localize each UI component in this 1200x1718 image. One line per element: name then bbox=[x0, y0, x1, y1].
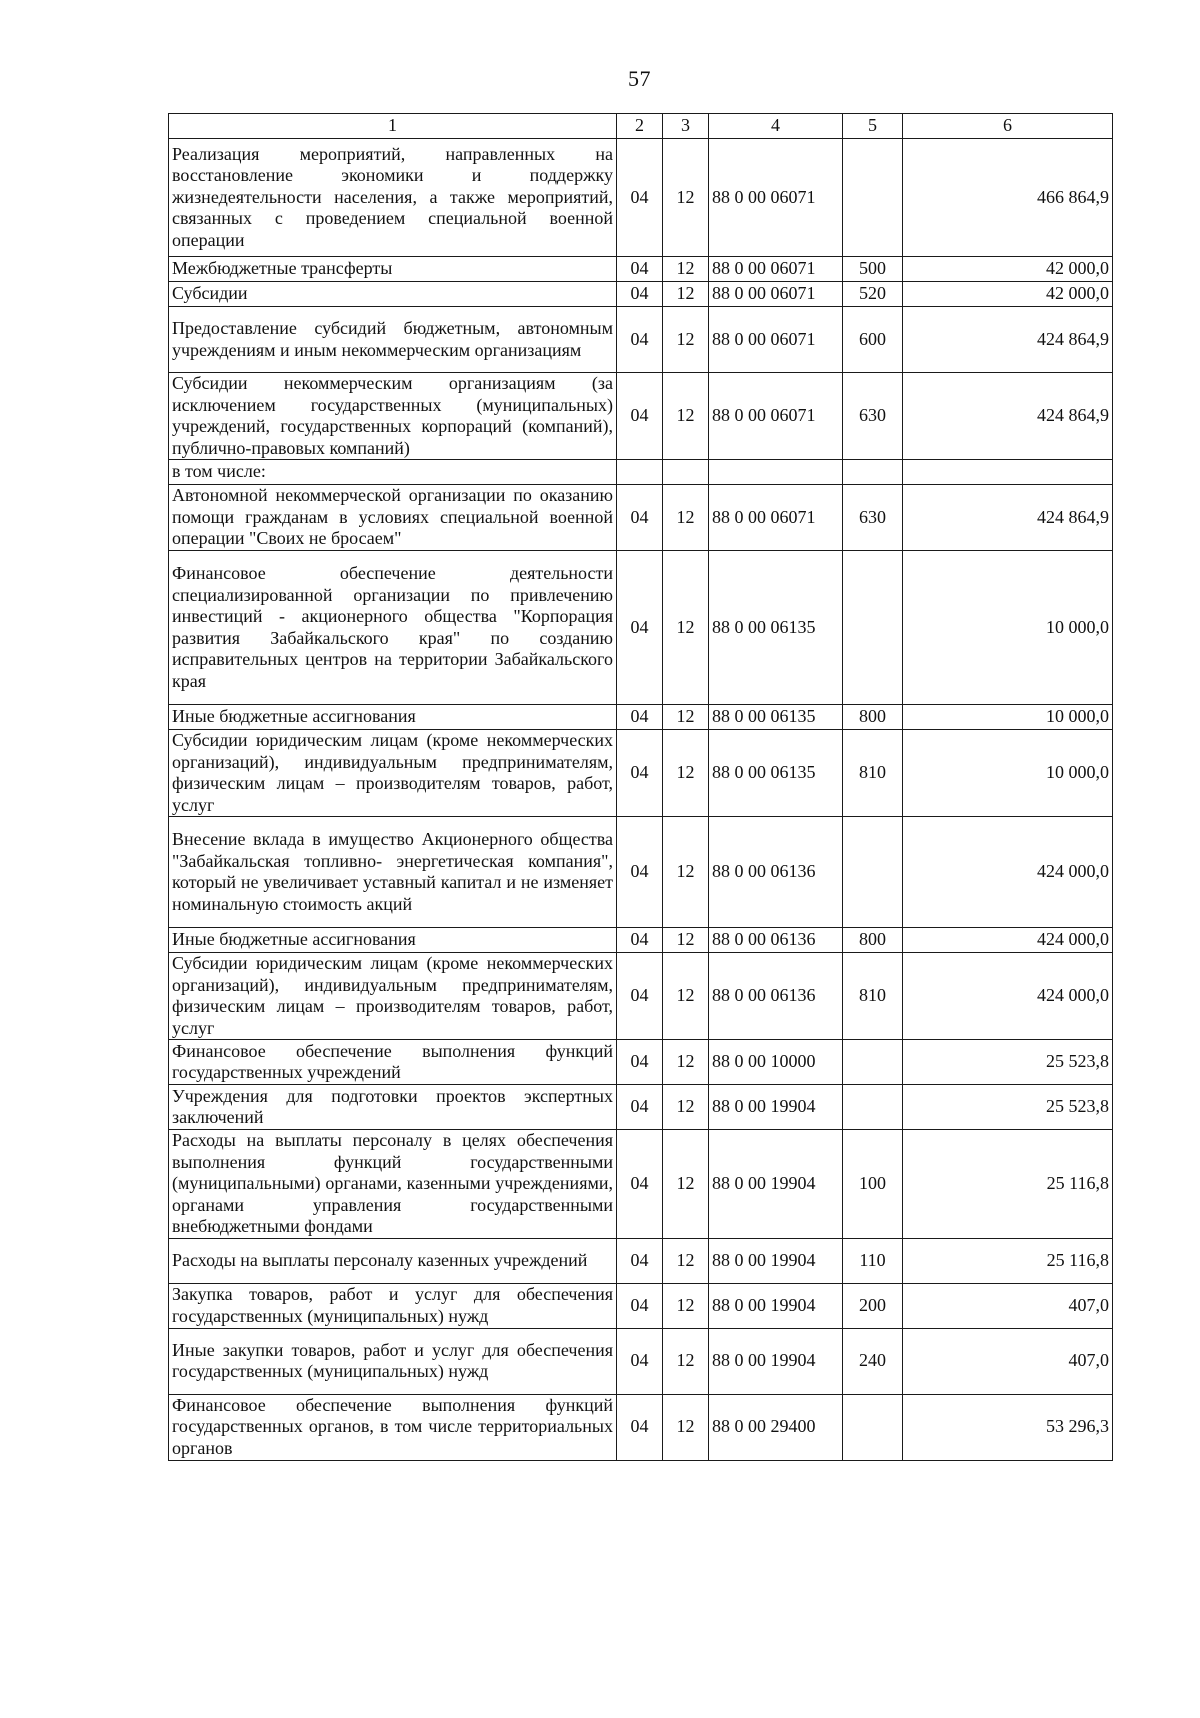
row-subsection: 12 bbox=[663, 373, 709, 460]
table-row bbox=[169, 1130, 1113, 1239]
row-name: Межбюджетные трансферты bbox=[169, 257, 617, 282]
row-amount: 424 864,9 bbox=[903, 485, 1113, 551]
row-target-code: 88 0 00 06071 bbox=[709, 282, 843, 307]
row-subsection: 12 bbox=[663, 1130, 709, 1239]
row-name: Расходы на выплаты персоналу в целях обеспечения выполнения функций государственными (муниципальными) органами, казенными учреждениями, органами управления государственными внебюджетными фондами bbox=[169, 1130, 617, 1239]
row-subsection: 12 bbox=[663, 1085, 709, 1130]
row-target-code bbox=[709, 460, 843, 485]
row-section: 04 bbox=[617, 1238, 663, 1283]
row-name: Расходы на выплаты персоналу казенных учреждений bbox=[169, 1238, 617, 1283]
row-target-code: 88 0 00 19904 bbox=[709, 1238, 843, 1283]
row-amount: 25 116,8 bbox=[903, 1238, 1113, 1283]
row-subsection bbox=[663, 460, 709, 485]
row-amount: 25 523,8 bbox=[903, 1040, 1113, 1085]
row-name: Учреждения для подготовки проектов экспертных заключений bbox=[169, 1085, 617, 1130]
row-expense-type: 800 bbox=[843, 705, 903, 730]
row-target-code: 88 0 00 06136 bbox=[709, 953, 843, 1040]
row-section: 04 bbox=[617, 817, 663, 928]
header-col-5: 5 bbox=[843, 114, 903, 139]
row-amount: 407,0 bbox=[903, 1283, 1113, 1328]
table-body bbox=[169, 139, 1113, 1461]
table-row bbox=[169, 373, 1113, 460]
budget-table bbox=[168, 113, 1113, 1461]
row-expense-type bbox=[843, 1040, 903, 1085]
row-expense-type: 800 bbox=[843, 928, 903, 953]
table-row bbox=[169, 817, 1113, 928]
table-row bbox=[169, 928, 1113, 953]
page-number: 57 bbox=[628, 66, 651, 91]
row-name: Субсидии юридическим лицам (кроме некоммерческих организаций), индивидуальным предпринимателям, физическим лицам – производителям товаров, работ, услуг bbox=[169, 953, 617, 1040]
row-name: Автономной некоммерческой организации по оказанию помощи гражданам в условиях специальной военной операции "Своих не бросаем" bbox=[169, 485, 617, 551]
row-subsection: 12 bbox=[663, 257, 709, 282]
row-section: 04 bbox=[617, 139, 663, 257]
row-subsection: 12 bbox=[663, 817, 709, 928]
row-section: 04 bbox=[617, 257, 663, 282]
header-col-6: 6 bbox=[903, 114, 1113, 139]
row-amount: 424 864,9 bbox=[903, 373, 1113, 460]
row-section: 04 bbox=[617, 1130, 663, 1239]
table-row bbox=[169, 1238, 1113, 1283]
row-expense-type bbox=[843, 1085, 903, 1130]
table-row bbox=[169, 705, 1113, 730]
row-expense-type bbox=[843, 817, 903, 928]
row-name: Субсидии bbox=[169, 282, 617, 307]
row-expense-type: 630 bbox=[843, 485, 903, 551]
row-name: Субсидии юридическим лицам (кроме некоммерческих организаций), индивидуальным предпринимателям, физическим лицам – производителям товаров, работ, услуг bbox=[169, 730, 617, 817]
table-row bbox=[169, 730, 1113, 817]
row-subsection: 12 bbox=[663, 1283, 709, 1328]
row-subsection: 12 bbox=[663, 1238, 709, 1283]
row-amount bbox=[903, 460, 1113, 485]
row-subsection: 12 bbox=[663, 282, 709, 307]
row-section bbox=[617, 460, 663, 485]
row-subsection: 12 bbox=[663, 551, 709, 705]
row-name: Иные бюджетные ассигнования bbox=[169, 705, 617, 730]
row-expense-type: 200 bbox=[843, 1283, 903, 1328]
row-name: Субсидии некоммерческим организациям (за исключением государственных (муниципальных) учреждений, государственных корпораций (компаний), публично-правовых компаний) bbox=[169, 373, 617, 460]
header-col-1: 1 bbox=[169, 114, 617, 139]
row-name: Финансовое обеспечение выполнения функций государственных учреждений bbox=[169, 1040, 617, 1085]
row-name: Иные бюджетные ассигнования bbox=[169, 928, 617, 953]
table-row bbox=[169, 953, 1113, 1040]
row-amount: 10 000,0 bbox=[903, 705, 1113, 730]
row-section: 04 bbox=[617, 373, 663, 460]
table-row bbox=[169, 1040, 1113, 1085]
row-subsection: 12 bbox=[663, 730, 709, 817]
table-row bbox=[169, 307, 1113, 373]
table-row bbox=[169, 1085, 1113, 1130]
row-amount: 53 296,3 bbox=[903, 1394, 1113, 1460]
table-row bbox=[169, 257, 1113, 282]
row-expense-type bbox=[843, 460, 903, 485]
row-section: 04 bbox=[617, 551, 663, 705]
row-target-code: 88 0 00 06135 bbox=[709, 705, 843, 730]
row-amount: 42 000,0 bbox=[903, 282, 1113, 307]
row-amount: 25 523,8 bbox=[903, 1085, 1113, 1130]
row-expense-type: 810 bbox=[843, 953, 903, 1040]
header-col-2: 2 bbox=[617, 114, 663, 139]
header-col-3: 3 bbox=[663, 114, 709, 139]
row-name: Предоставление субсидий бюджетным, автономным учреждениям и иным некоммерческим организациям bbox=[169, 307, 617, 373]
row-name: Иные закупки товаров, работ и услуг для обеспечения государственных (муниципальных) нужд bbox=[169, 1328, 617, 1394]
row-expense-type bbox=[843, 139, 903, 257]
row-subsection: 12 bbox=[663, 139, 709, 257]
row-expense-type: 110 bbox=[843, 1238, 903, 1283]
row-target-code: 88 0 00 06135 bbox=[709, 551, 843, 705]
row-section: 04 bbox=[617, 485, 663, 551]
row-section: 04 bbox=[617, 1328, 663, 1394]
row-section: 04 bbox=[617, 1040, 663, 1085]
table-header bbox=[169, 114, 1113, 139]
row-name: Финансовое обеспечение выполнения функций государственных органов, в том числе территориальных органов bbox=[169, 1394, 617, 1460]
row-name: Финансовое обеспечение деятельности специализированной организации по привлечению инвестиций - акционерного общества "Корпорация развития Забайкальского края" по созданию исправительных центров на территории Забайкальского края bbox=[169, 551, 617, 705]
row-section: 04 bbox=[617, 307, 663, 373]
budget-table-container bbox=[168, 113, 1113, 1461]
row-name: Закупка товаров, работ и услуг для обеспечения государственных (муниципальных) нужд bbox=[169, 1283, 617, 1328]
row-section: 04 bbox=[617, 705, 663, 730]
table-row bbox=[169, 1328, 1113, 1394]
row-name: Реализация мероприятий, направленных на восстановление экономики и поддержку жизнедеятельности населения, а также мероприятий, связанных с проведением специальной военной операции bbox=[169, 139, 617, 257]
row-amount: 25 116,8 bbox=[903, 1130, 1113, 1239]
row-target-code: 88 0 00 19904 bbox=[709, 1130, 843, 1239]
row-amount: 424 000,0 bbox=[903, 928, 1113, 953]
row-subsection: 12 bbox=[663, 1040, 709, 1085]
row-name: в том числе: bbox=[169, 460, 617, 485]
row-section: 04 bbox=[617, 1394, 663, 1460]
table-row bbox=[169, 282, 1113, 307]
table-row bbox=[169, 485, 1113, 551]
row-target-code: 88 0 00 06071 bbox=[709, 485, 843, 551]
row-target-code: 88 0 00 19904 bbox=[709, 1283, 843, 1328]
row-amount: 407,0 bbox=[903, 1328, 1113, 1394]
row-section: 04 bbox=[617, 730, 663, 817]
row-amount: 10 000,0 bbox=[903, 551, 1113, 705]
row-subsection: 12 bbox=[663, 1394, 709, 1460]
row-amount: 424 000,0 bbox=[903, 817, 1113, 928]
row-target-code: 88 0 00 19904 bbox=[709, 1328, 843, 1394]
row-section: 04 bbox=[617, 282, 663, 307]
row-target-code: 88 0 00 06136 bbox=[709, 928, 843, 953]
header-col-4: 4 bbox=[709, 114, 843, 139]
table-row bbox=[169, 1394, 1113, 1460]
row-target-code: 88 0 00 06071 bbox=[709, 139, 843, 257]
row-subsection: 12 bbox=[663, 485, 709, 551]
row-amount: 424 864,9 bbox=[903, 307, 1113, 373]
row-section: 04 bbox=[617, 1283, 663, 1328]
row-section: 04 bbox=[617, 1085, 663, 1130]
row-expense-type: 500 bbox=[843, 257, 903, 282]
row-expense-type: 100 bbox=[843, 1130, 903, 1239]
table-row bbox=[169, 139, 1113, 257]
row-name: Внесение вклада в имущество Акционерного общества "Забайкальская топливно- энергетическая компания", который не увеличивает уставный капитал и не изменяет номинальную стоимость акций bbox=[169, 817, 617, 928]
table-row bbox=[169, 551, 1113, 705]
row-amount: 466 864,9 bbox=[903, 139, 1113, 257]
row-section: 04 bbox=[617, 953, 663, 1040]
row-expense-type bbox=[843, 551, 903, 705]
header-row bbox=[169, 114, 1113, 139]
row-expense-type: 240 bbox=[843, 1328, 903, 1394]
row-target-code: 88 0 00 06071 bbox=[709, 373, 843, 460]
row-subsection: 12 bbox=[663, 1328, 709, 1394]
table-row bbox=[169, 1283, 1113, 1328]
row-expense-type: 810 bbox=[843, 730, 903, 817]
row-section: 04 bbox=[617, 928, 663, 953]
row-amount: 10 000,0 bbox=[903, 730, 1113, 817]
row-target-code: 88 0 00 06135 bbox=[709, 730, 843, 817]
row-expense-type: 520 bbox=[843, 282, 903, 307]
row-subsection: 12 bbox=[663, 953, 709, 1040]
row-target-code: 88 0 00 06071 bbox=[709, 307, 843, 373]
row-target-code: 88 0 00 19904 bbox=[709, 1085, 843, 1130]
row-expense-type: 600 bbox=[843, 307, 903, 373]
row-subsection: 12 bbox=[663, 307, 709, 373]
row-amount: 42 000,0 bbox=[903, 257, 1113, 282]
table-row bbox=[169, 460, 1113, 485]
row-expense-type: 630 bbox=[843, 373, 903, 460]
row-amount: 424 000,0 bbox=[903, 953, 1113, 1040]
row-target-code: 88 0 00 06136 bbox=[709, 817, 843, 928]
row-subsection: 12 bbox=[663, 705, 709, 730]
row-expense-type bbox=[843, 1394, 903, 1460]
row-subsection: 12 bbox=[663, 928, 709, 953]
row-target-code: 88 0 00 10000 bbox=[709, 1040, 843, 1085]
row-target-code: 88 0 00 29400 bbox=[709, 1394, 843, 1460]
row-target-code: 88 0 00 06071 bbox=[709, 257, 843, 282]
